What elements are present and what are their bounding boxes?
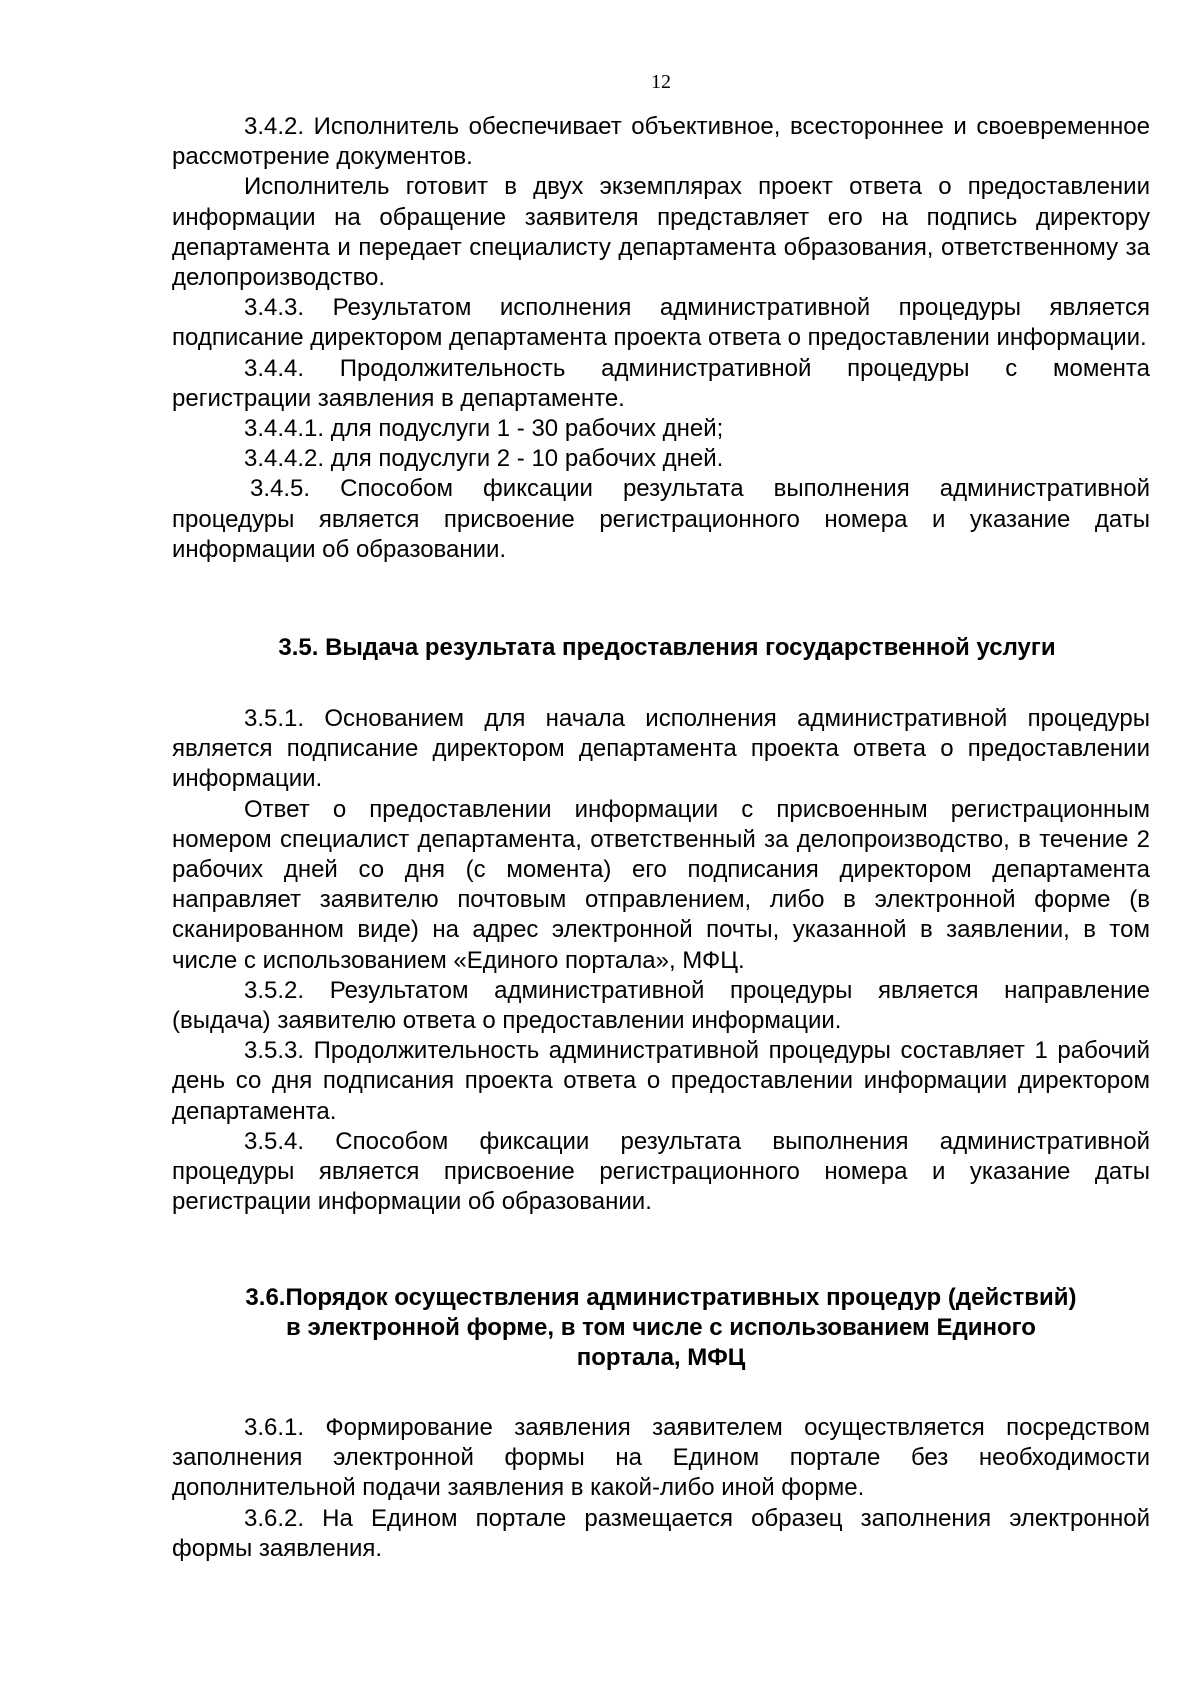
section-heading-3-6-line3: портала, МФЦ [576, 1344, 746, 1372]
paragraph-3-5-4: 3.5.4. Способом фиксации результата выполнения административной процедуры является присвоение регистрационного номера и указание даты регистрации информации об образовании. [172, 1127, 1150, 1216]
section-heading-3-6-line1: 3.6.Порядок осуществления административных процедур (действий) [245, 1284, 1077, 1311]
page-number: 12 [651, 71, 671, 93]
section-3-4-block [172, 112, 1150, 565]
section-3-5-block [172, 704, 1150, 1217]
paragraph-3-4-3: 3.4.3. Результатом исполнения административной процедуры является подписание директором департамента проекта ответа о предоставлении информации. [172, 294, 1150, 352]
paragraph-3-4-4: 3.4.4. Продолжительность административной процедуры с момента регистрации заявления в департаменте. [172, 354, 1150, 412]
paragraph-answer-delivery: Ответ о предоставлении информации с присвоенным регистрационным номером специалист департамента, ответственный за делопроизводство, в течение 2 рабочих дней со дня (с момента) его подписания директором департамента направляет заявителю почтовым отправлением, либо в электронной форме (в сканированном виде) на адрес электронной почты, указанной в заявлении, в том числе с использованием «Единого портала», МФЦ. [172, 795, 1150, 974]
section-heading-3-5: 3.5. Выдача результата предоставления государственной услуги [278, 634, 1056, 661]
section-3-5-heading-block [172, 633, 1150, 663]
paragraph-3-5-1: 3.5.1. Основанием для начала исполнения административной процедуры является подписание директором департамента проекта ответа о предоставлении информации. [172, 705, 1150, 793]
paragraph-3-5-2: 3.5.2. Результатом административной процедуры является направление (выдача) заявителю ответа о предоставлении информации. [172, 976, 1150, 1035]
paragraph-3-4-5: 3.4.5. Способом фиксации результата выполнения административной процедуры является присвоение регистрационного номера и указание даты информации об образовании. [172, 475, 1150, 563]
section-3-6-heading-block [172, 1283, 1150, 1374]
section-heading-3-6-line2: в электронной форме, в том числе с использованием Единого [286, 1314, 1036, 1342]
paragraph-executor-prepares: Исполнитель готовит в двух экземплярах проект ответа о предоставлении информации на обращение заявителя представляет его на подпись директору департамента и передает специалисту департамента образования, ответственному за делопроизводство. [172, 173, 1150, 292]
paragraph-3-4-4-2: 3.4.4.2. для подуслуги 2 - 10 рабочих дней. [244, 445, 724, 473]
paragraph-3-5-3: 3.5.3. Продолжительность административной процедуры составляет 1 рабочий день со дня подписания проекта ответа о предоставлении информации директором департамента. [172, 1037, 1150, 1125]
paragraph-3-6-1: 3.6.1. Формирование заявления заявителем осуществляется посредством заполнения электронной формы на Едином портале без необходимости дополнительной подачи заявления в какой-либо иной форме. [172, 1414, 1150, 1502]
paragraph-3-4-4-1: 3.4.4.1. для подуслуги 1 - 30 рабочих дней; [244, 415, 724, 443]
paragraph-3-4-2: 3.4.2. Исполнитель обеспечивает объективное, всестороннее и своевременное рассмотрение документов. [172, 113, 1150, 171]
paragraph-3-6-2: 3.6.2. На Едином портале размещается образец заполнения электронной формы заявления. [172, 1504, 1150, 1562]
section-3-6-block [172, 1413, 1150, 1564]
